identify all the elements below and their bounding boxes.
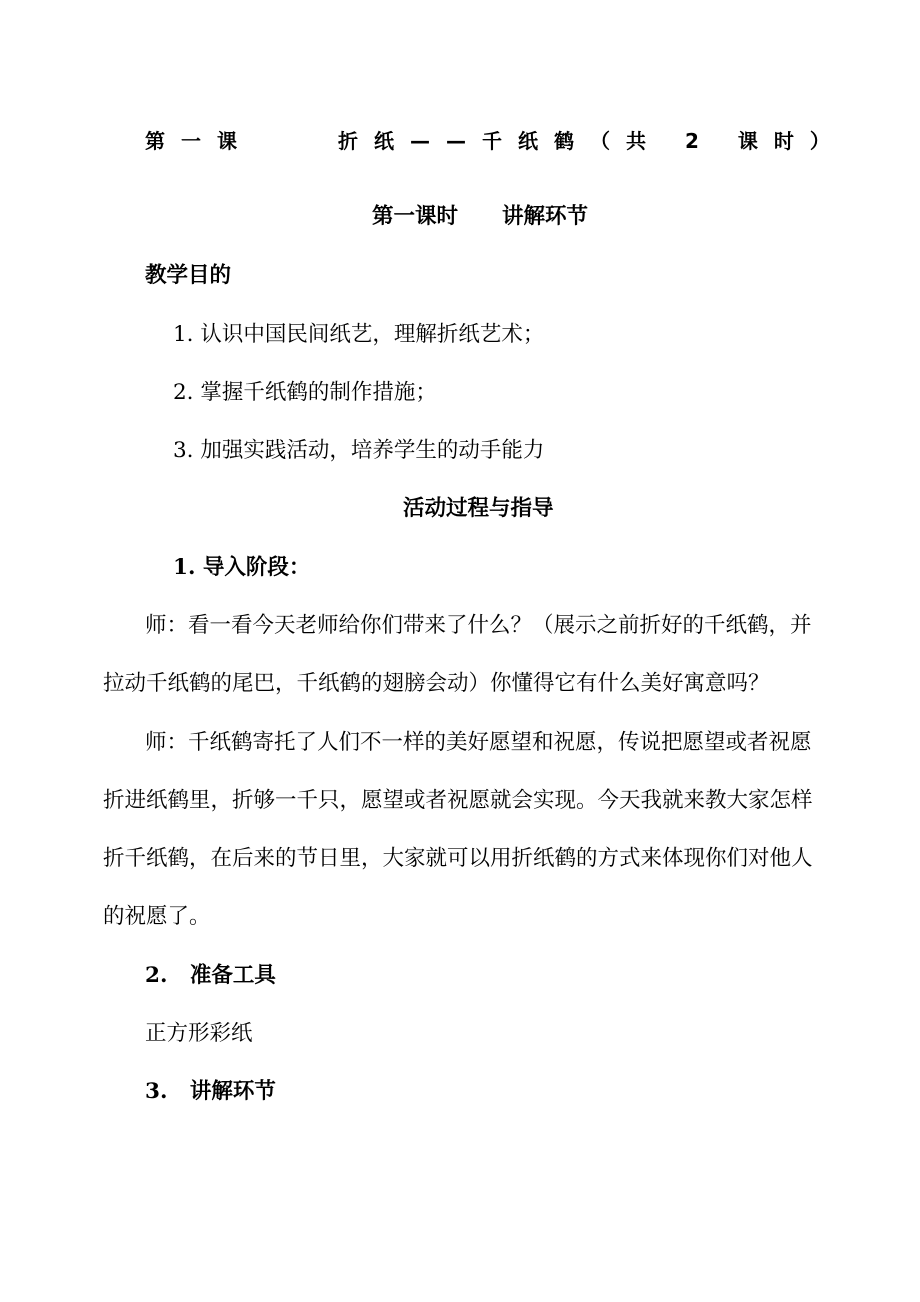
objectives-heading: 教学目的 <box>145 263 232 288</box>
lesson-number: 第一课 <box>145 129 253 153</box>
period-label: 第一课时 <box>372 204 459 229</box>
paragraph-line: 师：千纸鹤寄托了人们不一样的美好愿望和祝愿，传说把愿望或者祝愿 <box>145 730 812 755</box>
lesson-title: 折纸——千纸鹤（共 2 课时） <box>338 129 846 153</box>
objective-item: 2. 掌握千纸鹤的制作措施； <box>173 380 437 405</box>
paragraph-line: 师：看一看今天老师给你们带来了什么？（展示之前折好的千纸鹤，并 <box>145 613 812 638</box>
section-label: 讲解环节 <box>502 204 589 229</box>
objective-item: 1. 认识中国民间纸艺，理解折纸艺术； <box>173 322 545 347</box>
paragraph-line: 的祝愿了。 <box>103 904 211 929</box>
tools-text: 正方形彩纸 <box>145 1021 253 1046</box>
process-heading: 活动过程与指导 <box>403 496 554 521</box>
paragraph-line: 拉动千纸鹤的尾巴，千纸鹤的翅膀会动）你懂得它有什么美好寓意吗？ <box>103 671 770 696</box>
step-3-heading: 3. 讲解环节 <box>145 1079 276 1104</box>
objective-item: 3. 加强实践活动，培养学生的动手能力 <box>173 438 545 463</box>
step-2-heading: 2. 准备工具 <box>145 963 276 988</box>
paragraph-line: 折千纸鹤，在后来的节日里，大家就可以用折纸鹤的方式来体现你们对他人 <box>103 846 813 871</box>
paragraph-line: 折进纸鹤里，折够一千只，愿望或者祝愿就会实现。今天我就来教大家怎样 <box>103 788 813 813</box>
step-1-heading: 1. 导入阶段： <box>173 555 311 580</box>
